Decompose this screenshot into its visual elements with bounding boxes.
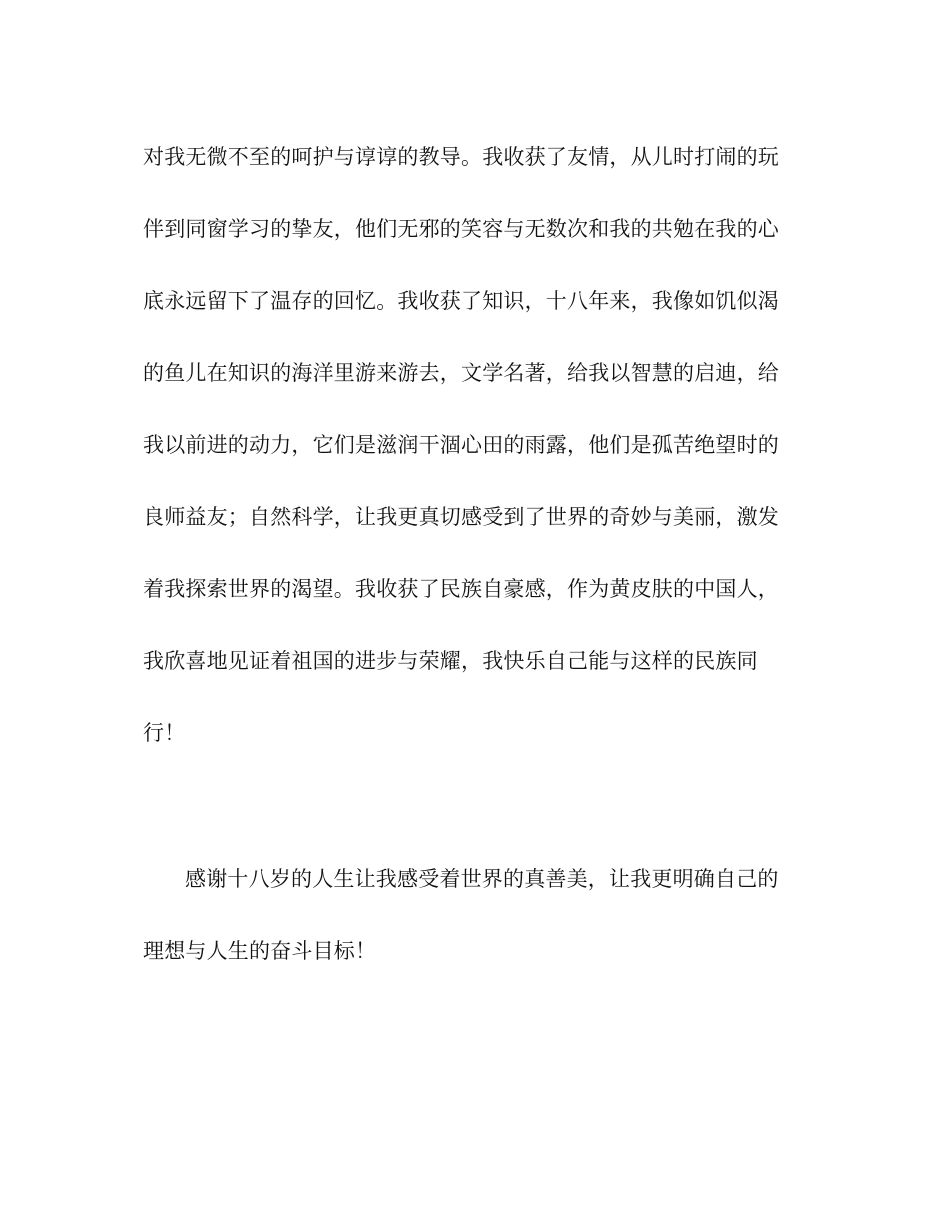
paragraph-line: 底永远留下了温存的回忆。我收获了知识，十八年来，我像如饥似渴 bbox=[143, 289, 779, 313]
paragraph-line: 行！ bbox=[143, 721, 186, 745]
paragraph-line: 我欣喜地见证着祖国的进步与荣耀，我快乐自己能与这样的民族同 bbox=[143, 649, 758, 673]
paragraph-line: 理想与人生的奋斗目标！ bbox=[143, 939, 377, 963]
paragraph-line: 对我无微不至的呵护与谆谆的教导。我收获了友情，从儿时打闹的玩 bbox=[143, 145, 779, 169]
paragraph-line: 感谢十八岁的人生让我感受着世界的真善美，让我更明确自己的 bbox=[185, 867, 779, 891]
paragraph-line: 我以前进的动力，它们是滋润干涸心田的雨露，他们是孤苦绝望时的 bbox=[143, 433, 779, 457]
paragraph-line: 良师益友；自然科学，让我更真切感受到了世界的奇妙与美丽，激发 bbox=[143, 505, 779, 529]
paragraph-line: 着我探索世界的渴望。我收获了民族自豪感，作为黄皮肤的中国人， bbox=[143, 577, 779, 601]
paragraph-line: 伴到同窗学习的挚友，他们无邪的笑容与无数次和我的共勉在我的心 bbox=[143, 217, 779, 241]
paragraph-line: 的鱼儿在知识的海洋里游来游去，文学名著，给我以智慧的启迪，给 bbox=[143, 361, 779, 385]
